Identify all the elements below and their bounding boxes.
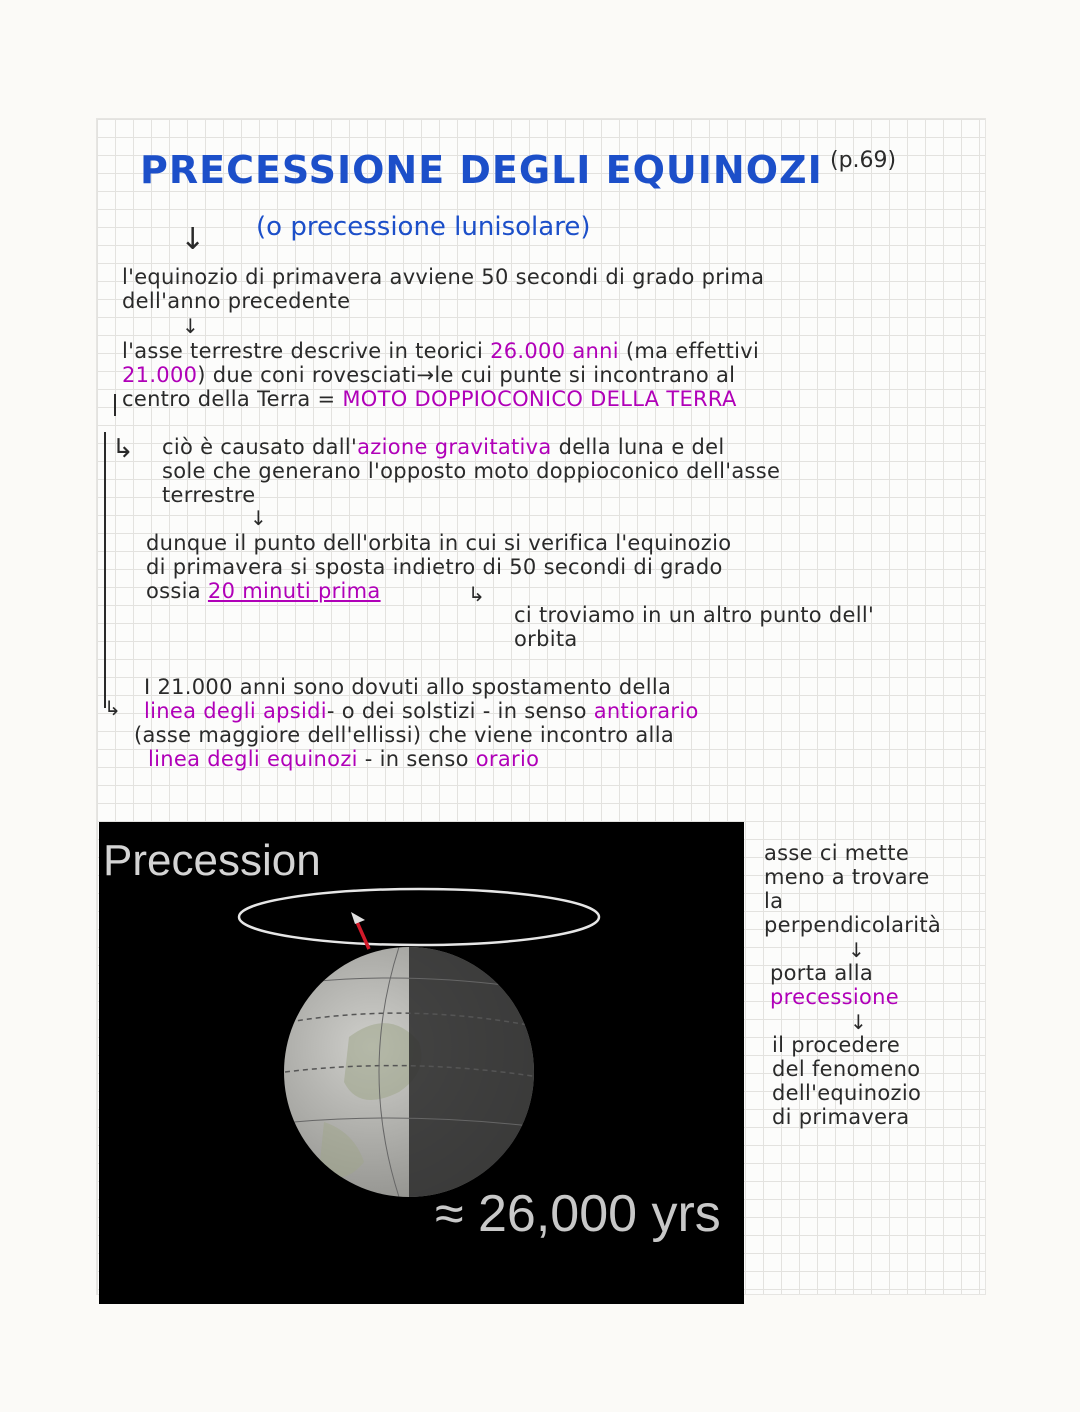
note-line: di primavera si sposta indietro di 50 secondi di grado <box>146 555 723 579</box>
highlight-text: orario <box>475 747 540 771</box>
page-title: PRECESSIONE DEGLI EQUINOZI <box>140 148 823 192</box>
note-line <box>122 340 759 362</box>
highlight-text: azione gravitativa <box>357 435 552 459</box>
side-note-line: asse ci mette <box>764 841 910 865</box>
side-note-line: meno a trovare <box>764 865 930 889</box>
highlight-text: antiorario <box>593 699 699 723</box>
note-text: ciò è causato dall' <box>162 435 358 459</box>
note-line <box>122 364 735 386</box>
highlight-text: 21.000 <box>122 363 198 387</box>
page-reference: (p.69) <box>830 148 897 173</box>
precession-orbit <box>239 889 599 945</box>
note-line: dunque il punto dell'orbita in cui si verifica l'equinozio <box>146 531 732 555</box>
note-line: (asse maggiore dell'ellissi) che viene incontro alla <box>134 723 674 747</box>
highlight-text: 20 minuti prima <box>207 579 381 603</box>
earth-axis <box>357 922 369 949</box>
precession-figure <box>99 822 744 1304</box>
curved-arrow-icon: ↳ <box>112 434 134 464</box>
note-line <box>146 580 381 602</box>
side-note-line: del fenomeno <box>772 1057 921 1081</box>
note-line: l'equinozio di primavera avviene 50 secondi di grado prima <box>122 265 765 289</box>
note-text: ) due coni rovesciati→le cui punte si incontrano al <box>197 363 736 387</box>
bracket-line <box>114 394 116 416</box>
side-note-line: la <box>764 889 784 913</box>
side-note-line: porta alla <box>770 961 873 985</box>
down-arrow-icon: ↓ <box>180 222 206 257</box>
note-text: centro della Terra = <box>122 387 343 411</box>
note-line: I 21.000 anni sono dovuti allo spostamento della <box>144 675 672 699</box>
side-note-highlight: precessione <box>770 985 899 1009</box>
note-line <box>148 748 539 770</box>
highlight-text: MOTO DOPPIOCONICO DELLA TERRA <box>342 387 737 411</box>
side-note-line: di primavera <box>772 1105 910 1129</box>
side-note-line: dell'equinozio <box>772 1081 922 1105</box>
bracket-line <box>104 432 106 708</box>
highlight-text: 26.000 anni <box>490 339 619 363</box>
note-text: l'asse terrestre descrive in teorici <box>122 339 491 363</box>
arrow-icon <box>351 912 365 924</box>
note-text: ossia <box>146 579 208 603</box>
note-line: ci troviamo in un altro punto dell' <box>514 603 875 627</box>
note-line: terrestre <box>162 483 256 507</box>
note-text: - o dei solstizi - in senso <box>326 699 594 723</box>
note-line <box>162 436 725 458</box>
down-arrow-icon: ↓ <box>848 938 865 962</box>
note-line: sole che generano l'opposto moto doppioconico dell'asse <box>162 459 781 483</box>
side-note-line: perpendicolarità <box>764 913 942 937</box>
side-note-line: il procedere <box>772 1033 901 1057</box>
note-line <box>122 388 737 410</box>
down-arrow-icon: ↓ <box>850 1010 867 1034</box>
highlight-text: linea degli equinozi <box>148 747 358 771</box>
curved-arrow-icon: ↳ <box>468 582 485 606</box>
note-text: - in senso <box>357 747 476 771</box>
down-arrow-icon: ↓ <box>182 314 199 338</box>
note-line: dell'anno precedente <box>122 289 351 313</box>
note-text: (ma effettivi <box>618 339 760 363</box>
page-subtitle: (o precessione lunisolare) <box>256 212 591 242</box>
note-line <box>144 700 699 722</box>
note-text: della luna e del <box>551 435 725 459</box>
highlight-text: linea degli apsidi <box>144 699 327 723</box>
curved-arrow-icon: ↳ <box>104 696 121 720</box>
down-arrow-icon: ↓ <box>250 506 267 530</box>
figure-label: Precession <box>103 836 321 885</box>
note-line: orbita <box>514 627 578 651</box>
figure-years: ≈ 26,000 yrs <box>435 1185 721 1243</box>
